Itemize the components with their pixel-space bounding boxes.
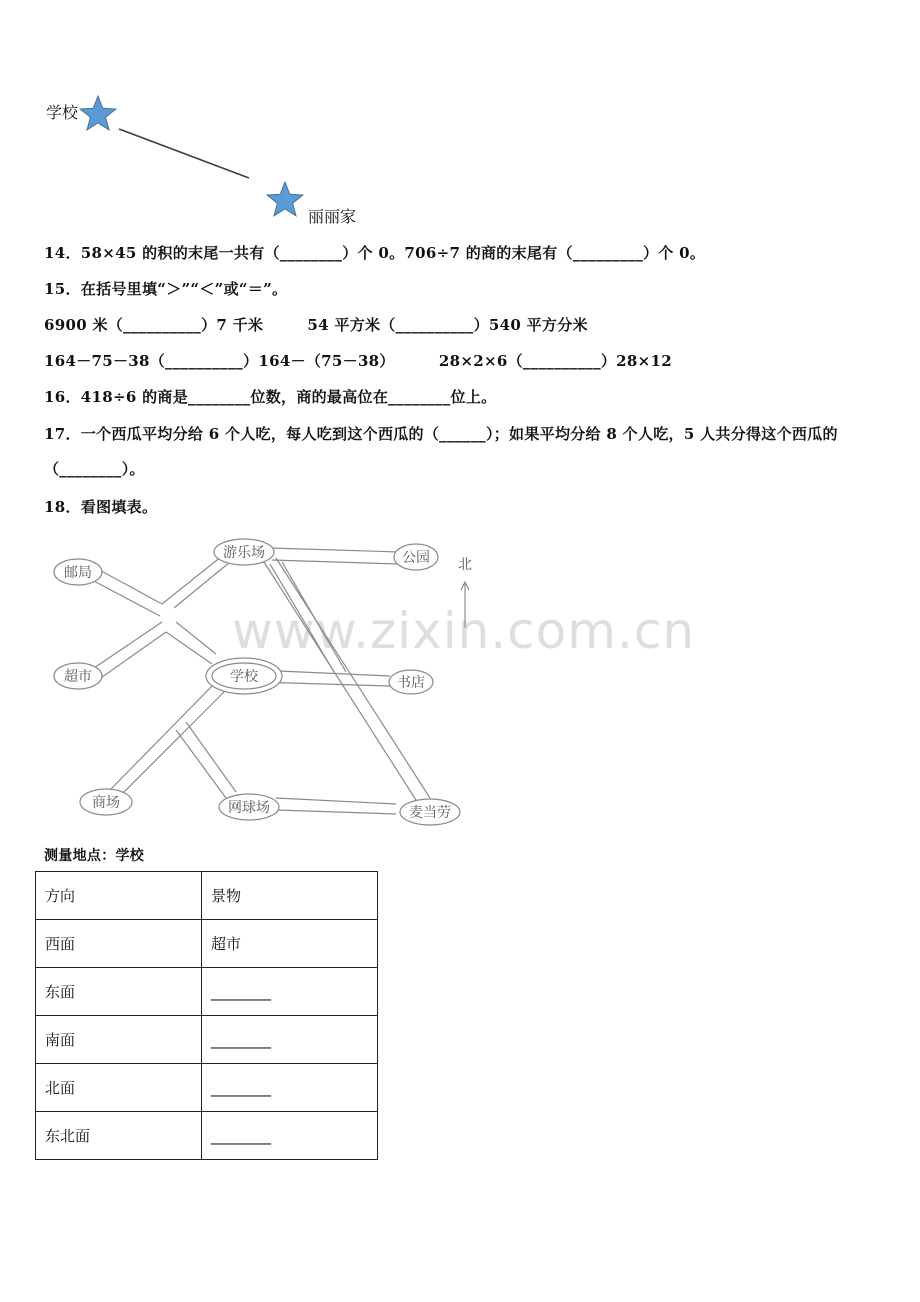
direction-cell: 西面 xyxy=(36,920,202,968)
home-star-icon xyxy=(265,180,305,220)
measure-point: 测量地点：学校 xyxy=(44,848,145,864)
scenery-blank[interactable]: ________ xyxy=(202,1112,378,1160)
map-label-amusement-park: 游乐场 xyxy=(223,545,265,561)
direction-cell: 东面 xyxy=(36,968,202,1016)
map-label-mcdonalds: 麦当劳 xyxy=(409,805,451,821)
watermark: www.zixin.com.cn xyxy=(232,602,696,660)
table-row xyxy=(36,968,378,1016)
map-label-bookstore: 书店 xyxy=(397,675,425,691)
map-label-school: 学校 xyxy=(230,669,258,685)
header-scenery: 景物 xyxy=(202,872,378,920)
map-label-post-office: 邮局 xyxy=(64,565,92,581)
school-label: 学校 xyxy=(46,103,79,122)
map-label-park: 公园 xyxy=(402,550,430,566)
road-park xyxy=(270,548,400,564)
question-14: 14．58×45 的积的末尾一共有（________）个 0。706÷7 的商的末尾有（_________）个 0。 xyxy=(44,244,706,262)
north-label: 北 xyxy=(458,557,472,573)
road-supermarket xyxy=(94,622,166,680)
road-mall xyxy=(110,684,224,794)
connecting-line xyxy=(115,125,255,183)
school-star-icon xyxy=(78,94,118,134)
map-label-mall: 商场 xyxy=(92,795,120,811)
header-direction: 方向 xyxy=(36,872,202,920)
map-label-tennis-court: 网球场 xyxy=(228,800,270,816)
question-15-row2: 164－75－38（__________）164－（75－38） 28×2×6（__________）28×12 xyxy=(44,352,672,370)
scenery-blank[interactable]: ________ xyxy=(202,968,378,1016)
road-tennis xyxy=(176,722,236,798)
table-row xyxy=(36,920,378,968)
scenery-cell: 超市 xyxy=(202,920,378,968)
home-label: 丽丽家 xyxy=(308,207,357,226)
scenery-blank[interactable]: ________ xyxy=(202,1064,378,1112)
direction-cell: 南面 xyxy=(36,1016,202,1064)
scenery-blank[interactable]: ________ xyxy=(202,1016,378,1064)
road-amusement xyxy=(162,556,230,608)
table-header-row xyxy=(36,872,378,920)
question-16: 16．418÷6 的商是________位数，商的最高位在________位上。 xyxy=(44,388,497,406)
map-label-supermarket: 超市 xyxy=(64,669,92,685)
question-17-line2: （________）。 xyxy=(44,460,145,478)
map-diagram xyxy=(44,532,484,832)
direction-cell: 东北面 xyxy=(36,1112,202,1160)
direction-cell: 北面 xyxy=(36,1064,202,1112)
question-15-title: 15．在括号里填“＞”“＜”或“＝”。 xyxy=(44,280,288,298)
road-tennis-mcd xyxy=(276,798,396,814)
question-17-line1: 17．一个西瓜平均分给 6 个人吃，每人吃到这个西瓜的（______）；如果平均分给 8 个人吃，5 人共分得这个西瓜的 xyxy=(44,425,838,443)
table-row xyxy=(36,1064,378,1112)
question-15-row1: 6900 米（__________）7 千米 54 平方米（__________）540 平方分米 xyxy=(44,316,588,334)
table-row xyxy=(36,1016,378,1064)
question-18-title: 18．看图填表。 xyxy=(44,498,158,516)
direction-table xyxy=(35,871,378,1160)
road-school-north xyxy=(166,622,216,664)
table-row xyxy=(36,1112,378,1160)
